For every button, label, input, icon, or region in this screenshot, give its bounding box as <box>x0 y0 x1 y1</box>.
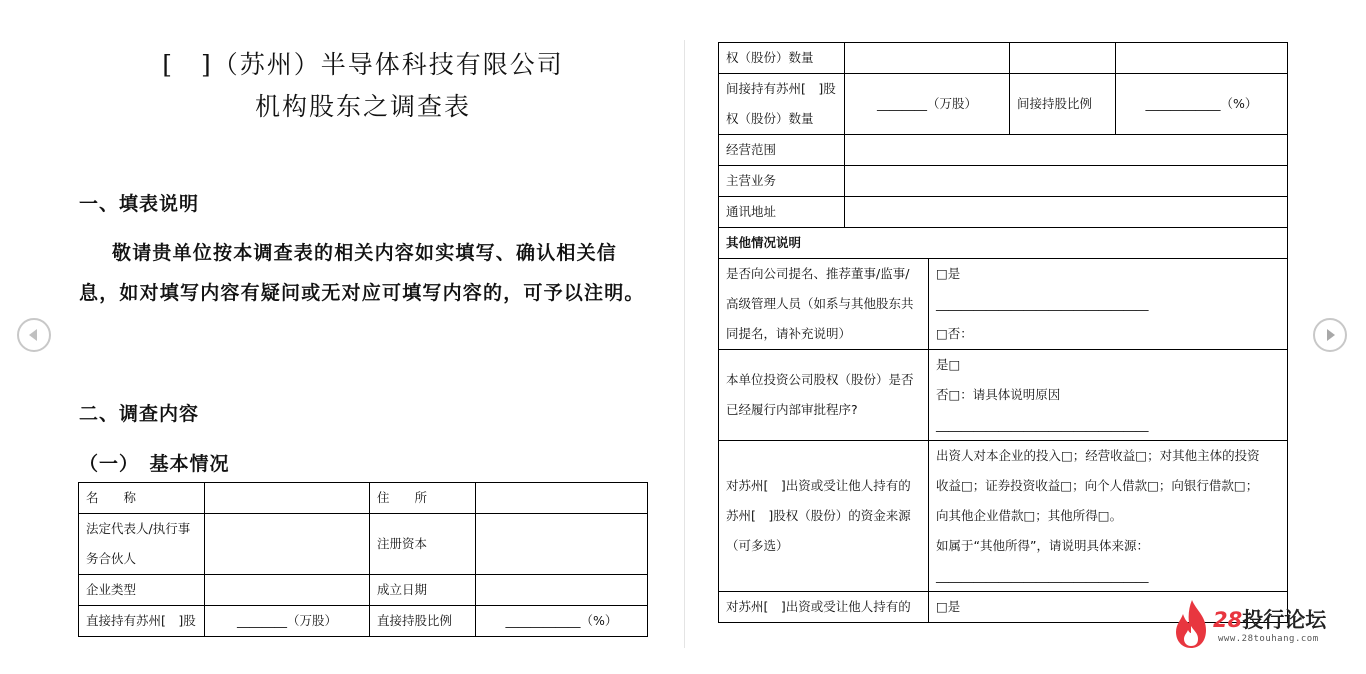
flame-icon <box>1172 598 1212 650</box>
direct-holding-value[interactable]: ________（万股） <box>205 606 370 637</box>
name-value[interactable] <box>205 483 370 514</box>
indirect-ratio-value[interactable]: ____________（%） <box>1116 74 1288 135</box>
table-row <box>719 197 1288 228</box>
approval-blank[interactable]: __________________________________ <box>936 417 1149 432</box>
table-row <box>719 74 1288 135</box>
nominate-blank[interactable]: __________________________________ <box>936 296 1149 311</box>
direct-ratio-value[interactable]: ____________（%） <box>476 606 648 637</box>
watermark-logo <box>1172 598 1352 650</box>
table-row <box>719 259 1288 350</box>
legal-rep-label-line2: 务合伙人 <box>86 551 137 566</box>
nominate-answer <box>929 259 1288 350</box>
nominate-yes-checkbox[interactable]: □是 <box>936 266 961 281</box>
next-page-button[interactable] <box>1313 318 1347 352</box>
funds-option-line2[interactable]: 收益□；证券投资收益□；向个人借款□；向银行借款□； <box>936 478 1259 493</box>
approval-no-checkbox[interactable]: 否□：请具体说明原因 <box>936 387 1061 402</box>
nominate-no-checkbox[interactable]: □否： <box>936 326 973 341</box>
company-type-value[interactable] <box>205 575 370 606</box>
top-row-ratio-value[interactable] <box>1116 43 1288 74</box>
established-date-value[interactable] <box>476 575 648 606</box>
top-row-ratio-label <box>1010 43 1116 74</box>
section1-heading: 一、填表说明 <box>79 193 200 215</box>
logo-text <box>1213 604 1326 634</box>
approval-question-line2: 已经履行内部审批程序? <box>726 402 858 417</box>
last-answer-yes-checkbox[interactable]: □是 <box>929 592 1288 623</box>
business-scope-label: 经营范围 <box>719 135 845 166</box>
funds-question-line2: 苏州[ ]股权（股份）的资金来源 <box>726 508 911 523</box>
logo-url: www.28touhang.com <box>1218 634 1319 644</box>
funds-option-line3[interactable]: 向其他企业借款□；其他所得□。 <box>936 508 1123 523</box>
funds-source-question <box>719 441 929 592</box>
logo-number: 28 <box>1213 608 1243 632</box>
top-row-label: 权（股份）数量 <box>719 43 845 74</box>
right-page <box>690 0 1366 674</box>
instructions-paragraph: 敬请贵单位按本调查表的相关内容如实填写、确认相关信息，如对填写内容有疑问或无对应可填写内容的，可予以注明。 <box>79 242 645 304</box>
name-label: 名 称 <box>79 483 205 514</box>
table-row <box>79 575 648 606</box>
chevron-left-icon <box>19 320 49 350</box>
nominate-question-line3: 同提名，请补充说明） <box>726 326 852 341</box>
company-type-label: 企业类型 <box>79 575 205 606</box>
document-title-line2: 机构股东之调查表 <box>254 92 471 121</box>
other-info-header: 其他情况说明 <box>719 228 1288 259</box>
document-title-line1: [ ]（苏州）半导体科技有限公司 <box>162 50 564 79</box>
page-spine-divider <box>684 40 685 648</box>
legal-rep-label <box>79 514 205 575</box>
registered-capital-label: 注册资本 <box>370 514 476 575</box>
established-date-label: 成立日期 <box>370 575 476 606</box>
main-business-value[interactable] <box>845 166 1288 197</box>
left-page <box>0 0 680 674</box>
main-business-label: 主营业务 <box>719 166 845 197</box>
shareholding-table <box>718 42 1288 623</box>
table-row <box>79 514 648 575</box>
basic-info-table <box>78 482 648 637</box>
indirect-ratio-label: 间接持股比例 <box>1010 74 1116 135</box>
table-row <box>719 441 1288 592</box>
table-row <box>719 135 1288 166</box>
indirect-holding-label-line1: 间接持有苏州[ ]股 <box>726 81 836 96</box>
legal-rep-label-line1: 法定代表人/执行事 <box>86 521 191 536</box>
last-question: 对苏州[ ]出资或受让他人持有的 <box>719 592 929 623</box>
nominate-question-line1: 是否向公司提名、推荐董事/监事/ <box>726 266 910 281</box>
indirect-holding-value[interactable]: ________（万股） <box>845 74 1010 135</box>
basic-info-subheading: （一） 基本情况 <box>79 453 230 475</box>
top-row-value[interactable] <box>845 43 1010 74</box>
logo-name: 投行论坛 <box>1242 608 1327 632</box>
table-row <box>79 483 648 514</box>
table-row <box>79 606 648 637</box>
prev-page-button[interactable] <box>17 318 51 352</box>
table-row <box>719 350 1288 441</box>
funds-question-line3: （可多选） <box>726 538 789 553</box>
approval-answer <box>929 350 1288 441</box>
table-row <box>719 166 1288 197</box>
funds-blank[interactable]: __________________________________ <box>936 568 1149 583</box>
legal-rep-value[interactable] <box>205 514 370 575</box>
mailing-address-label: 通讯地址 <box>719 197 845 228</box>
address-label: 住 所 <box>370 483 476 514</box>
funds-source-answer <box>929 441 1288 592</box>
funds-option-line1[interactable]: 出资人对本企业的投入□；经营收益□；对其他主体的投资 <box>936 448 1260 463</box>
section2-heading: 二、调查内容 <box>79 403 200 425</box>
nominate-question <box>719 259 929 350</box>
approval-question-line1: 本单位投资公司股权（股份）是否 <box>726 372 914 387</box>
business-scope-value[interactable] <box>845 135 1288 166</box>
direct-holding-label: 直接持有苏州[ ]股 <box>79 606 205 637</box>
funds-other-prompt: 如属于“其他所得”，请说明具体来源： <box>936 538 1149 553</box>
funds-question-line1: 对苏州[ ]出资或受让他人持有的 <box>726 478 911 493</box>
approval-question <box>719 350 929 441</box>
address-value[interactable] <box>476 483 648 514</box>
chevron-right-icon <box>1315 320 1345 350</box>
approval-yes-checkbox[interactable]: 是□ <box>936 357 961 372</box>
nominate-question-line2: 高级管理人员（如系与其他股东共 <box>726 296 914 311</box>
indirect-holding-label-line2: 权（股份）数量 <box>726 111 814 126</box>
mailing-address-value[interactable] <box>845 197 1288 228</box>
registered-capital-value[interactable] <box>476 514 648 575</box>
direct-ratio-label: 直接持股比例 <box>370 606 476 637</box>
indirect-holding-label <box>719 74 845 135</box>
table-row <box>719 43 1288 74</box>
table-row <box>719 228 1288 259</box>
